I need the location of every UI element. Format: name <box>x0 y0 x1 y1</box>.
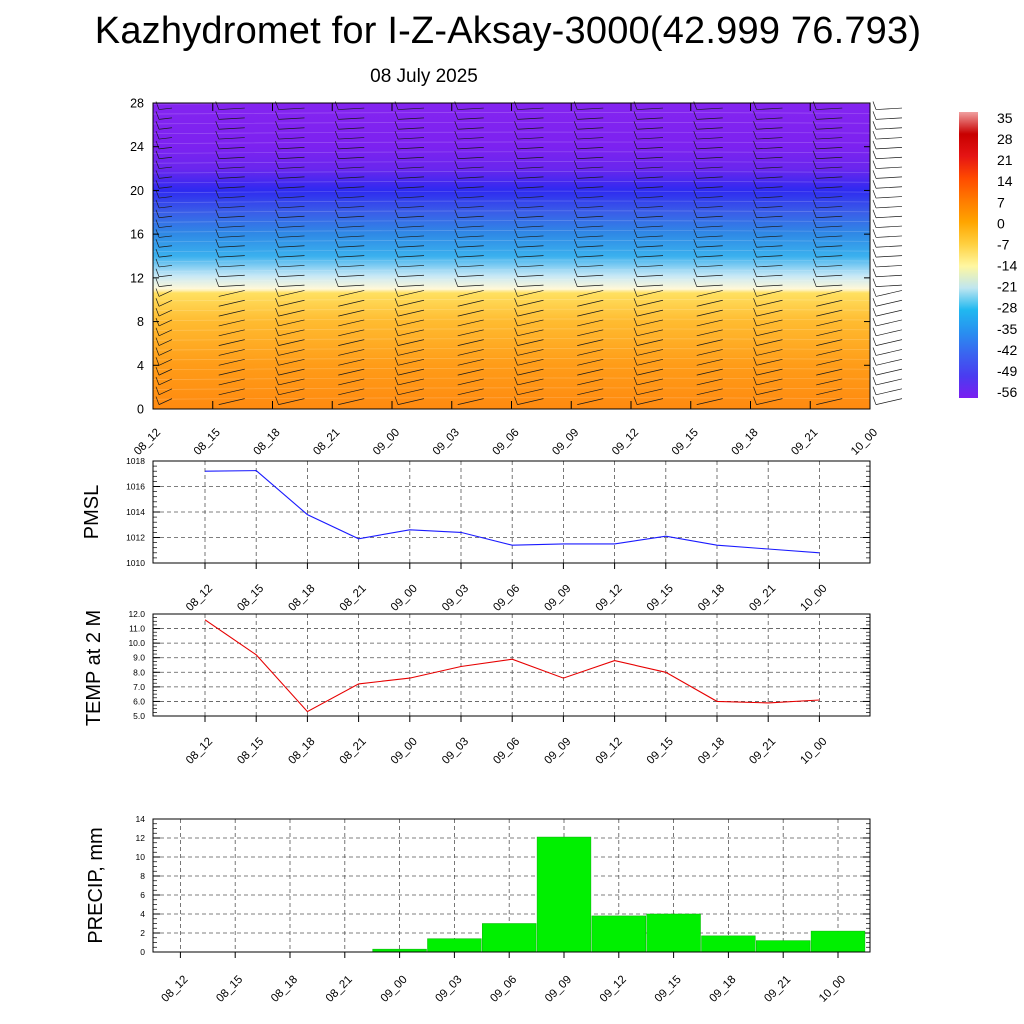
y-tick-label: 20 <box>130 183 144 198</box>
x-tick-label: 10_00 <box>817 973 849 1005</box>
wind-barb-flag <box>873 210 876 218</box>
page-title: Kazhydromet for I-Z-Aksay-3000(42.999 76.793) <box>94 10 922 52</box>
x-tick-label: 08_12 <box>184 582 216 614</box>
x-tick-label: 09_03 <box>440 735 472 767</box>
wind-barb <box>876 197 902 199</box>
x-tick-label: 08_18 <box>286 735 318 767</box>
precipitation-y-axis-label: PRECIP, mm <box>85 827 107 944</box>
wind-barb-flag <box>873 259 876 267</box>
y-tick-label: 28 <box>130 96 144 111</box>
wind-barb-flag <box>873 141 876 149</box>
wind-barb-flag <box>873 121 876 129</box>
wind-barb <box>876 300 902 306</box>
x-tick-label: 08_21 <box>337 582 369 614</box>
y-tick-label: 24 <box>130 140 144 155</box>
y-tick-label: 10 <box>135 852 145 862</box>
wind-barb-flag <box>873 367 876 375</box>
y-tick-label: 7.0 <box>133 681 145 692</box>
x-tick-label: 09_21 <box>762 973 794 1005</box>
x-tick-label: 09_12 <box>593 735 625 767</box>
wind-barb <box>876 206 902 208</box>
x-tick-label: 09_09 <box>550 426 582 458</box>
x-tick-label: 09_21 <box>789 426 821 458</box>
y-tick-label: 10.0 <box>128 638 145 649</box>
x-tick-label: 09_06 <box>488 973 520 1005</box>
wind-barb <box>876 285 902 287</box>
wind-barb <box>876 349 902 355</box>
wind-barb <box>876 118 902 120</box>
y-tick-label: 0 <box>140 947 145 957</box>
wind-barb <box>876 256 902 258</box>
wind-barb <box>876 310 902 316</box>
x-tick-label: 09_00 <box>378 973 410 1005</box>
wind-barb-flag <box>873 269 876 277</box>
temperature-frame <box>153 614 870 716</box>
x-tick-label: 09_15 <box>644 735 676 767</box>
wind-barb <box>876 108 902 110</box>
x-tick-label: 09_09 <box>542 582 574 614</box>
x-tick-label: 09_06 <box>491 582 523 614</box>
x-tick-label: 08_15 <box>235 582 267 614</box>
y-tick-label: 5.0 <box>133 711 145 721</box>
wind-barb <box>876 340 902 346</box>
x-tick-label: 09_12 <box>597 973 629 1005</box>
x-tick-label: 09_15 <box>669 426 701 458</box>
wind-barb <box>876 226 902 228</box>
wind-barb <box>876 359 902 365</box>
colorbar-label: 21 <box>997 152 1013 169</box>
y-tick-label: 1010 <box>126 558 145 568</box>
precip-bar <box>756 941 810 952</box>
wind-barb-flag <box>873 220 876 228</box>
y-tick-label: 8 <box>137 315 144 330</box>
x-tick-label: 09_18 <box>696 582 728 614</box>
wind-barb <box>876 138 902 140</box>
precip-bar <box>537 837 591 952</box>
y-tick-label: 11.0 <box>129 623 145 634</box>
x-tick-label: 09_09 <box>543 973 575 1005</box>
x-tick-label: 08_18 <box>286 582 318 614</box>
wind-barb-flag <box>873 161 876 169</box>
wind-barb-flag <box>873 229 876 237</box>
x-tick-label: 08_18 <box>269 973 301 1005</box>
precip-bar <box>647 914 701 952</box>
y-tick-label: 4 <box>140 909 145 919</box>
precip-bar <box>811 931 865 952</box>
wind-barb <box>876 187 902 189</box>
wind-barb <box>876 128 902 130</box>
x-tick-label: 08_12 <box>184 735 216 767</box>
wind-barb <box>876 389 902 395</box>
y-tick-label: 16 <box>130 227 144 242</box>
colorbar-label: -42 <box>997 341 1018 358</box>
x-tick-label: 09_03 <box>430 426 462 458</box>
x-tick-label: 09_18 <box>707 973 739 1005</box>
x-tick-label: 09_21 <box>747 735 779 767</box>
colorbar-label: 14 <box>997 173 1013 190</box>
wind-barb <box>876 236 902 238</box>
x-tick-label: 09_06 <box>491 735 523 767</box>
wind-barb <box>876 320 902 326</box>
x-tick-label: 09_00 <box>388 735 420 767</box>
wind-barb-flag <box>873 347 876 355</box>
y-tick-label: 6.0 <box>133 696 145 707</box>
precip-bar <box>428 939 482 952</box>
colorbar-label: 0 <box>997 215 1005 232</box>
wind-barb <box>876 275 902 277</box>
wind-barb <box>876 330 902 336</box>
x-tick-label: 09_18 <box>729 426 761 458</box>
wind-barb-flag <box>873 102 876 110</box>
pmsl-y-axis-label: PMSL <box>81 484 103 540</box>
wind-barb <box>876 216 902 218</box>
x-tick-label: 10_00 <box>798 582 830 614</box>
x-tick-label: 08_12 <box>159 973 191 1005</box>
colorbar-label: -56 <box>997 384 1018 400</box>
y-tick-label: 8.0 <box>133 667 145 678</box>
wind-barb-flag <box>873 180 876 188</box>
colorbar-label: 7 <box>997 194 1005 211</box>
wind-barb-flag <box>873 397 876 405</box>
wind-barb-flag <box>873 131 876 139</box>
wind-barb <box>876 246 902 248</box>
colorbar-label: 28 <box>997 131 1013 148</box>
x-tick-label: 09_03 <box>433 973 465 1005</box>
y-tick-label: 1014 <box>126 507 145 517</box>
colorbar-label: -21 <box>997 278 1018 295</box>
y-tick-label: 4 <box>137 358 144 373</box>
wind-barb-flag <box>873 200 876 208</box>
wind-barb <box>876 265 902 267</box>
wind-barb-flag <box>873 338 876 346</box>
y-tick-label: 9.0 <box>133 652 145 663</box>
colorbar-label: -14 <box>997 257 1018 274</box>
precipitation-chart <box>85 814 870 1005</box>
cross-section-panel <box>130 97 902 458</box>
wind-barb-flag <box>873 151 876 159</box>
colorbar-strip <box>959 112 978 398</box>
x-tick-label: 08_15 <box>214 973 246 1005</box>
wind-barb <box>876 177 902 179</box>
x-tick-label: 09_15 <box>652 973 684 1005</box>
wind-barb-flag <box>873 111 876 119</box>
wind-barb-flag <box>873 377 876 385</box>
colorbar-label: -28 <box>997 299 1018 316</box>
y-tick-label: 12.0 <box>128 609 145 619</box>
y-tick-label: 12 <box>135 833 145 843</box>
y-tick-label: 1016 <box>126 481 145 492</box>
x-tick-label: 09_00 <box>371 426 403 458</box>
wind-barb <box>876 399 902 405</box>
wind-barb-flag <box>873 239 876 247</box>
y-tick-label: 1018 <box>126 456 145 466</box>
wind-barb-flag <box>873 318 876 326</box>
x-tick-label: 10_00 <box>798 735 830 767</box>
x-tick-label: 09_06 <box>490 426 522 458</box>
x-tick-label: 09_18 <box>696 735 728 767</box>
wind-barb <box>876 147 902 149</box>
x-tick-label: 09_09 <box>542 735 574 767</box>
temperature-chart <box>83 609 870 767</box>
colorbar-label: -35 <box>997 320 1018 337</box>
wind-barb-flag <box>873 279 876 287</box>
colorbar <box>959 110 1017 400</box>
wind-barb <box>876 379 902 385</box>
y-tick-label: 2 <box>140 928 145 938</box>
wind-barb-flag <box>873 328 876 336</box>
wind-barb-flag <box>873 298 876 306</box>
colorbar-label: 35 <box>997 110 1013 126</box>
page-subtitle: 08 July 2025 <box>370 66 478 87</box>
wind-barb-flag <box>873 308 876 316</box>
wind-barb <box>876 290 902 296</box>
x-tick-label: 10_00 <box>849 426 881 458</box>
wind-barb-flag <box>873 249 876 257</box>
wind-barb <box>876 167 902 169</box>
x-tick-label: 08_15 <box>191 426 223 458</box>
wind-barb-flag <box>873 387 876 395</box>
temperature-y-axis-label: TEMP at 2 M <box>83 609 105 727</box>
wind-barb <box>876 369 902 375</box>
x-tick-label: 09_12 <box>610 426 642 458</box>
wind-barb <box>876 157 902 159</box>
x-tick-label: 09_12 <box>593 582 625 614</box>
x-tick-label: 08_21 <box>323 973 355 1005</box>
precip-bar <box>482 924 536 953</box>
precip-bar <box>592 916 646 952</box>
x-tick-label: 08_18 <box>251 426 283 458</box>
x-tick-label: 09_03 <box>440 582 472 614</box>
wind-barb-flag <box>873 288 876 296</box>
x-tick-label: 08_21 <box>337 735 369 767</box>
x-tick-label: 09_00 <box>388 582 420 614</box>
x-tick-label: 08_21 <box>311 426 343 458</box>
y-tick-label: 0 <box>137 402 144 417</box>
colorbar-label: -7 <box>997 236 1010 253</box>
wind-barb-flag <box>873 190 876 198</box>
wind-barb-flag <box>873 357 876 365</box>
y-tick-label: 1012 <box>126 532 145 543</box>
x-tick-label: 09_21 <box>747 582 779 614</box>
wind-barb-flag <box>873 170 876 178</box>
y-tick-label: 6 <box>140 890 145 900</box>
pmsl-chart <box>81 456 870 614</box>
colorbar-label: -49 <box>997 362 1018 379</box>
y-tick-label: 12 <box>130 271 144 286</box>
y-tick-label: 14 <box>135 814 145 824</box>
x-tick-label: 08_15 <box>235 735 267 767</box>
x-tick-label: 09_15 <box>644 582 676 614</box>
x-tick-label: 08_12 <box>132 426 164 458</box>
precip-bar <box>702 936 756 952</box>
y-tick-label: 8 <box>140 871 145 881</box>
